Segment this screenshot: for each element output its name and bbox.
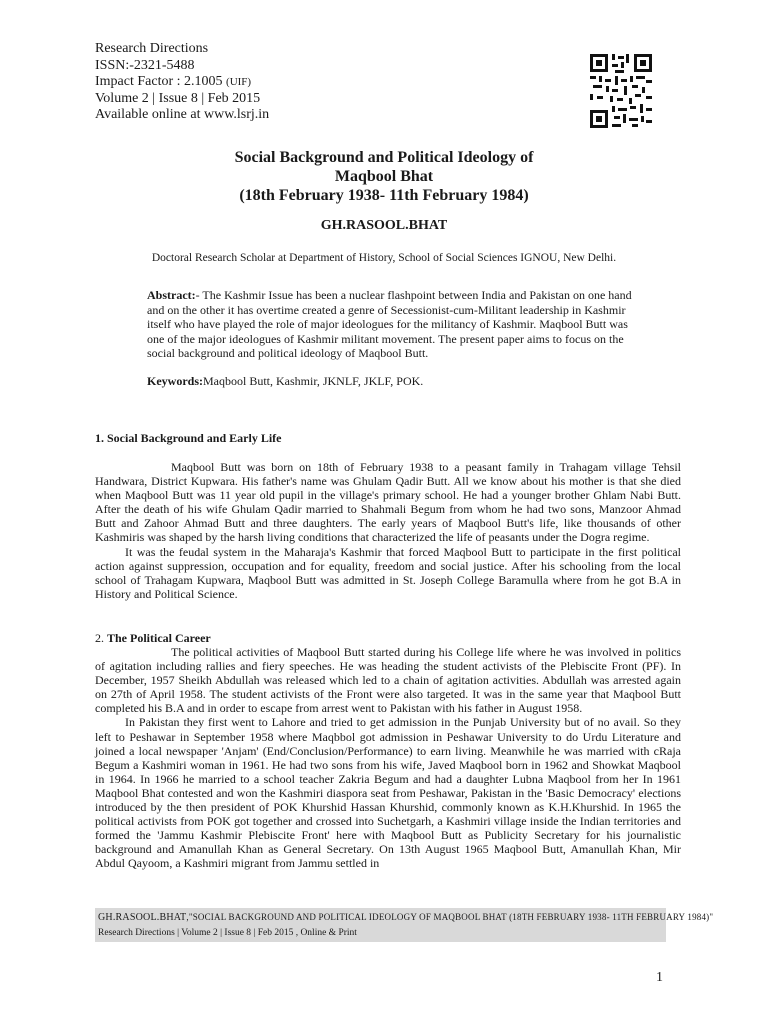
- issn: ISSN:-2321-5488: [95, 57, 195, 73]
- footer-citation-bar: [95, 908, 714, 942]
- section-2-body: [95, 645, 681, 871]
- impact-factor-source: (UIF): [226, 76, 252, 88]
- footer-journal-line: Research Directions | Volume 2 | Issue 8 | Feb 2015 , Online & Print: [98, 928, 357, 938]
- footer-citation: [98, 912, 713, 923]
- impact-factor-value: Impact Factor : 2.1005: [95, 74, 227, 89]
- keywords-text: Maqbool Butt, Kashmir, JKNLF, JKLF, POK.: [203, 374, 424, 388]
- abstract-text: - The Kashmir Issue has been a nuclear flashpoint between India and Pakistan on one hand and on the other it has overtime created a genre of Secessionist-cum-Militant leadership in Kashmir itself who have played the role of major ideologues for the militancy of Kashmir. Maqbool Butt was one of the major ideologues of Kashmir militant movement. The present paper aims to focus on the social background and political ideology of Maqbool Butt.: [147, 288, 632, 360]
- title-line-2: Maqbool Bhat: [334, 168, 434, 185]
- impact-factor: [95, 74, 269, 91]
- footer-author: GH.RASOOL.BHAT: [98, 912, 187, 923]
- section-2-number: 2.: [95, 631, 107, 645]
- section-1-paragraph-1: Maqbool Butt was born on 18th of February 1938 to a peasant family in Trahagam village Tehsil Handwara, District Kupwara. His father's name was Ghulam Qadir Butt. All we know about his mother is that she died when Maqbool Butt was 11 year old pupil in the village's primary school. He had a younger brother Ghlam Nabi Butt. After the death of his wife Ghulam Qadir married to Shahmali Begum from whom he had two sons, Manzoor Ahmad Butt and Zahoor Ahmad Butt and three daughters. The early years of Maqbool Butt's life, like thousands of other Kashmiris was shaped by the harsh living conditions that characterized the life of peasants under the Dogra regime.: [95, 460, 681, 545]
- author-affiliation: Doctoral Research Scholar at Department of History, School of Social Sciences IGNOU, New Delhi.: [151, 252, 617, 264]
- volume-issue: Volume 2 | Issue 8 | Feb 2015: [95, 90, 261, 106]
- journal-meta: [95, 41, 269, 124]
- section-2-paragraph-1: The political activities of Maqbool Butt started during his College life where he was involved in politics of agitation including rallies and fiery speeches. He was heading the student activists of the Plebiscite Front (PF). In December, 1957 Sheikh Abdullah was released which led to a chain of agitation activities. Abdullah was arrested again on 27th of April 1958. The student activists of the Front were also targeted. It was in the same year that Maqbool Butt completed his B.A and in order to escape from arrest went to Pakistan with his father in August 1958.: [95, 645, 681, 716]
- section-2-title: The Political Career: [107, 631, 211, 645]
- abstract-label: Abstract:: [147, 288, 196, 302]
- section-1-paragraph-2: It was the feudal system in the Maharaja's Kashmir that forced Maqbool Butt to participate in the first political action against suppression, occupation and for equality, freedom and social justice. After his schooling from the local school of Trahagam Kupwara, Maqbool Butt was admitted in St. Joseph College Baramulla where from he got B.A in History and Political Science.: [95, 544, 681, 601]
- title-line-1: Social Background and Political Ideology of: [234, 149, 534, 166]
- footer-article-title: ,"SOCIAL BACKGROUND AND POLITICAL IDEOLOGY OF MAQBOOL BHAT (18TH FEBRUARY 1938- 11TH FEBRUARY 1984)": [186, 912, 714, 922]
- qr-code-icon: [588, 52, 654, 130]
- section-1-body: [95, 460, 681, 601]
- keywords: [147, 374, 635, 389]
- section-2-heading: [95, 631, 211, 646]
- keywords-label: Keywords:: [147, 374, 203, 388]
- section-2-paragraph-2: In Pakistan they first went to Lahore and tried to get admission in the Punjab University but of no avail. So they left to Peshawar in September 1958 where Maqbbol got admission in Peshawar University to do Urdu Literature and joined a local newspaper 'Anjam' (End/Conclusion/Performance) to earn living. Meanwhile he was married with cRaja Begum a Kashmiri woman in 1961. He had two sons from his wife, Javed Maqbool born in 1962 and Showkat Maqbool in 1964. In 1966 he married to a school teacher Zakria Begum and had a daughter Lubna Maqbool from her In 1961 Maqbool Bhat contested and won the Kashmiri diaspora seat from Peshawar, Pakistan in the 'Basic Democracy' elections introduced by the then president of POK Khurshid Hassan Khurshid, commonly known as K.H.Khurshid. In 1965 the political activists from POK got together and crossed into Suchetgarh, a Kashmiri village inside the Indian territories and formed the 'Jammu Kashmir Plebiscite Front' here with Maqbool Butt as Publicity Secretary for his journalistic background and Amanullah Khan as General Secretary. On 13th August 1965 Maqbool Butt, Amanullah Khan, Mir Abdul Qayoom, a Kashmiri migrant from Jammu settled in: [95, 715, 681, 871]
- article-title: [0, 148, 768, 205]
- page-number: 1: [656, 970, 663, 985]
- abstract: [147, 288, 635, 361]
- author-name: GH.RASOOL.BHAT: [320, 218, 448, 233]
- title-line-3: (18th February 1938- 11th February 1984): [239, 187, 529, 204]
- journal-name: Research Directions: [95, 41, 209, 56]
- section-1-heading: 1. Social Background and Early Life: [95, 431, 282, 445]
- available-online: Available online at www.lsrj.in: [95, 107, 270, 122]
